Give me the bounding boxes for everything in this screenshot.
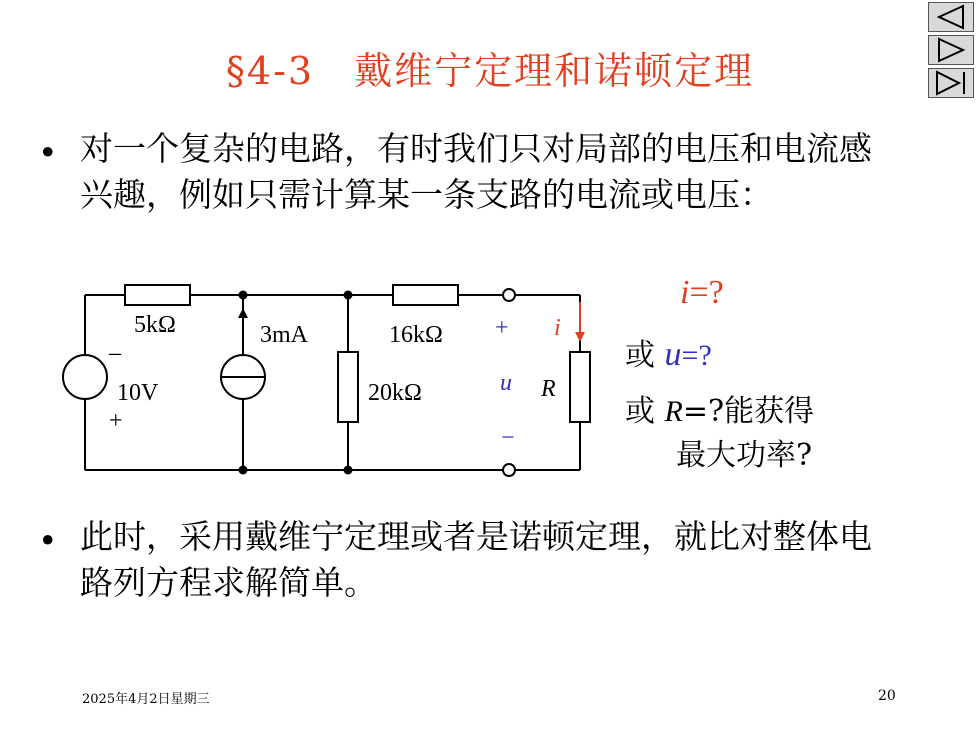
label-minus: − <box>501 425 515 451</box>
label-vs-minus: _ <box>109 332 121 358</box>
question-u-rest: =? <box>681 339 712 372</box>
resistor-16k <box>393 285 458 305</box>
voltage-source <box>63 355 107 399</box>
question-r-rest: =?能获得 <box>682 394 815 429</box>
question-r-line2: 最大功率? <box>676 438 813 473</box>
bullet-2-symbol: • <box>38 521 58 560</box>
label-r3: 20kΩ <box>368 380 422 406</box>
or-2: 或 <box>625 394 655 429</box>
label-source-current: 3mA <box>260 322 308 348</box>
label-u: u <box>500 370 512 396</box>
circuit-diagram <box>55 280 615 480</box>
label-r: R <box>541 376 556 402</box>
resistor-r <box>570 352 590 422</box>
label-r2: 16kΩ <box>389 322 443 348</box>
question-r-var: R <box>664 395 683 428</box>
question-i-rest: =? <box>689 274 724 311</box>
paragraph-2: 此时，采用戴维宁定理或者是诺顿定理，就比对整体电路列方程求解简单。 <box>80 517 872 602</box>
page-number: 20 <box>878 688 896 704</box>
prev-triangle-icon <box>929 3 973 31</box>
label-vs-plus: + <box>109 408 123 434</box>
resistor-5k <box>125 285 190 305</box>
slide-title: §4-3 戴维宁定理和诺顿定理 <box>225 49 755 93</box>
or-1: 或 <box>625 338 655 373</box>
label-voltage-source: 10V <box>117 380 159 406</box>
prev-slide-button[interactable] <box>928 2 974 32</box>
resistor-20k <box>338 352 358 422</box>
bullet-1-symbol: • <box>38 133 58 172</box>
footer-date: 2025年4月2日星期三 <box>82 692 210 707</box>
question-u <box>625 330 712 374</box>
label-i: i <box>554 315 561 341</box>
paragraph-1: 对一个复杂的电路，有时我们只对局部的电压和电流感兴趣，例如只需计算某一条支路的电流或电压： <box>80 129 872 214</box>
question-i-var: i <box>680 274 690 311</box>
question-u-var: u <box>664 336 682 373</box>
label-plus: + <box>495 315 509 341</box>
label-r1: 5kΩ <box>134 312 176 338</box>
question-r <box>625 386 814 430</box>
question-i <box>680 274 724 312</box>
